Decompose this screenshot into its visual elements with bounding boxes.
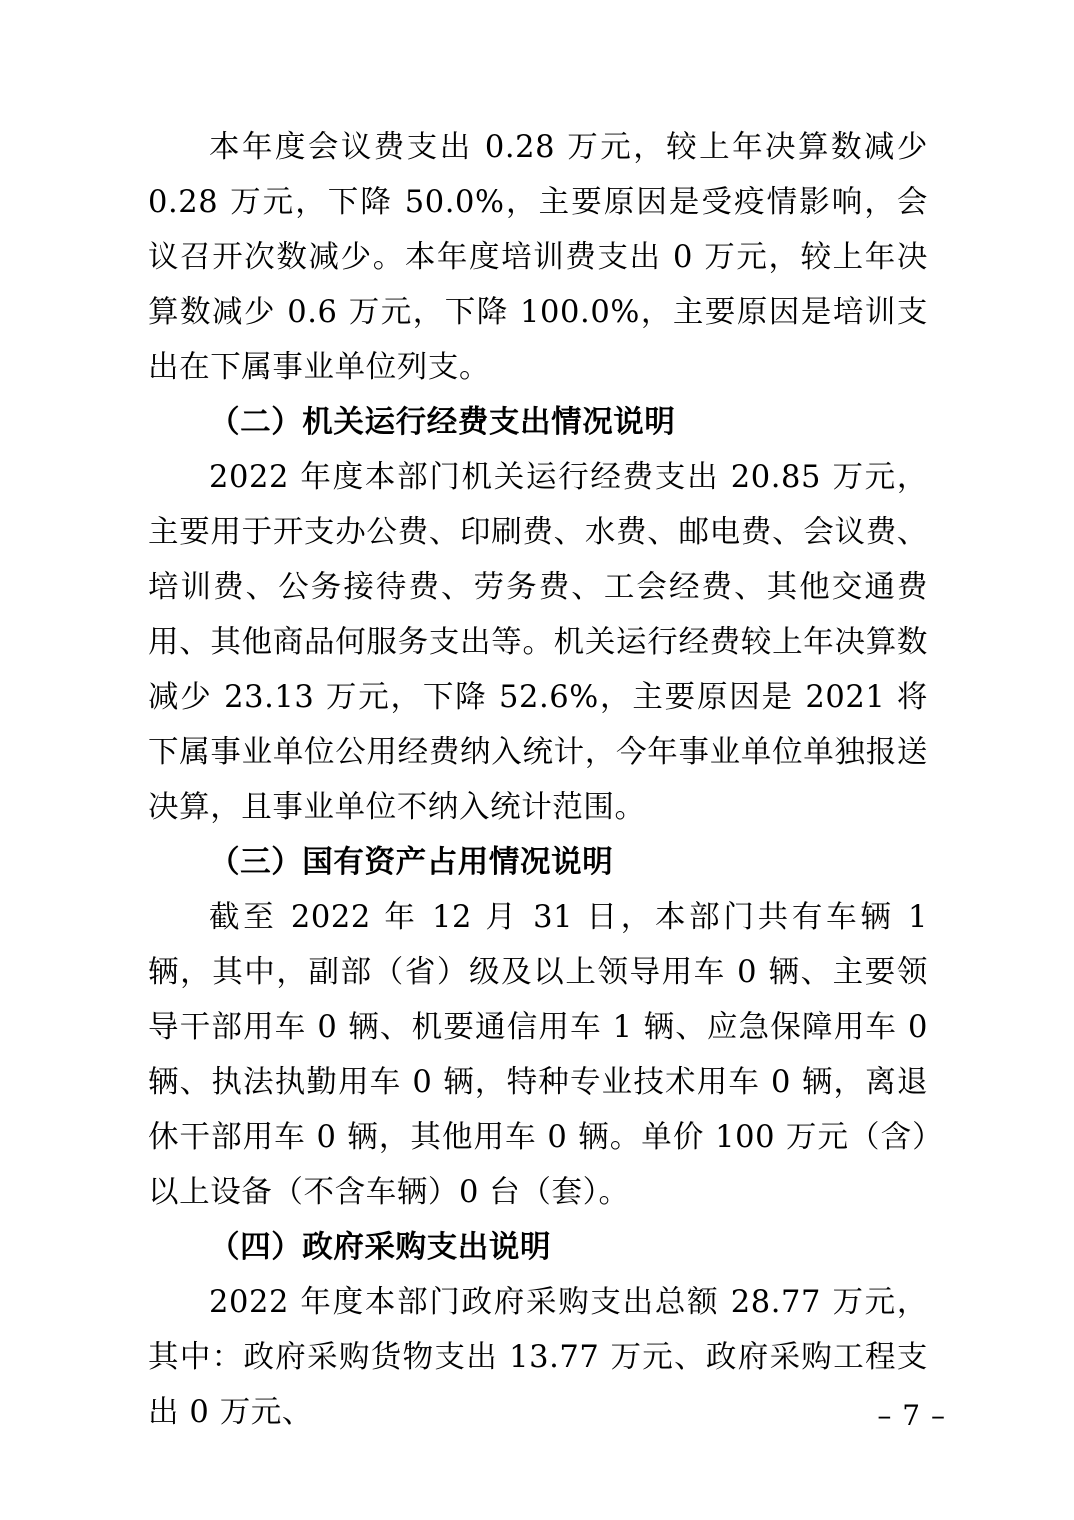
paragraph-meeting-training-expense: 本年度会议费支出 0.28 万元，较上年决算数减少 0.28 万元，下降 50.0%，主要原因是受疫情影响，会议召开次数减少。本年度培训费支出 0 万元，较上年决算数减少 0.6 万元，下降 100.0%，主要原因是培训支出在下属事业单位列支。 [148, 130, 928, 385]
heading-state-owned-assets: （三）国有资产占用情况说明 [209, 845, 614, 880]
heading-agency-operating-expense: （二）机关运行经费支出情况说明 [209, 405, 676, 440]
paragraph-government-procurement: 2022 年度本部门政府采购支出总额 28.77 万元，其中：政府采购货物支出 13.77 万元、政府采购工程支出 0 万元、 [148, 1285, 928, 1430]
paragraph-agency-operating-expense: 2022 年度本部门机关运行经费支出 20.85 万元，主要用于开支办公费、印刷费、水费、邮电费、会议费、培训费、公务接待费、劳务费、工会经费、其他交通费用、其他商品何服务支出等。机关运行经费较上年决算数减少 23.13 万元，下降 52.6%，主要原因是 2021 将下属事业单位公用经费纳入统计，今年事业单位单独报送决算，且事业单位不纳入统计范围。 [148, 460, 928, 825]
page-number: – 7 – [877, 1399, 946, 1432]
paragraph-state-owned-assets: 截至 2022 年 12 月 31 日，本部门共有车辆 1 辆，其中，副部（省）级及以上领导用车 0 辆、主要领导干部用车 0 辆、机要通信用车 1 辆、应急保障用车 0 辆、执法执勤用车 0 辆，特种专业技术用车 0 辆，离退休干部用车 0 辆，其他用车 0 辆。单价 100 万元（含）以上设备（不含车辆）0 台（套）。 [148, 900, 928, 1210]
document-body [148, 120, 928, 1440]
heading-government-procurement: （四）政府采购支出说明 [209, 1230, 552, 1265]
